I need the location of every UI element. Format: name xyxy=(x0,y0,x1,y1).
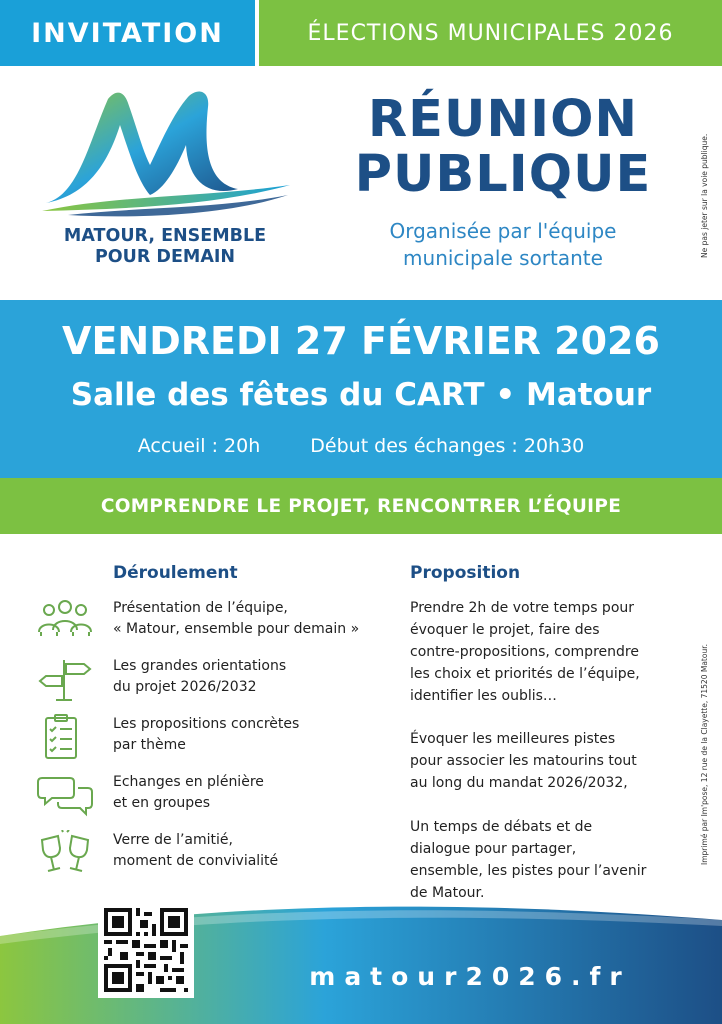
proposition-paragraph-3 xyxy=(410,816,700,904)
list-item-line: « Matour, ensemble pour demain » xyxy=(113,621,360,637)
list-item-line: Verre de l’amitié, xyxy=(113,832,233,848)
matour-logo-icon xyxy=(38,85,294,225)
list-item-line: du projet 2026/2032 xyxy=(113,679,257,695)
proposition-heading: Proposition xyxy=(410,563,521,583)
paragraph-line: Évoquer les meilleures pistes xyxy=(410,731,616,747)
paragraph-line: évoquer le projet, faire des xyxy=(410,622,600,638)
elections-label: ÉLECTIONS MUNICIPALES 2026 xyxy=(259,0,722,66)
list-item-line: Echanges en plénière xyxy=(113,774,264,790)
list-item xyxy=(36,714,386,764)
list-item-line: moment de convivialité xyxy=(113,853,279,869)
paragraph-line: ensemble, les pistes pour l’avenir xyxy=(410,863,647,879)
proposition-paragraph-1 xyxy=(410,597,700,707)
list-item xyxy=(36,598,386,648)
event-place: Salle des fêtes du CART • Matour xyxy=(70,377,652,413)
paragraph-line: pour associer les matourins tout xyxy=(410,753,637,769)
welcome-time: Accueil : 20h xyxy=(137,435,261,457)
signpost-icon xyxy=(36,656,94,704)
start-time: Début des échanges : 20h30 xyxy=(310,435,585,457)
page-subtitle xyxy=(318,218,688,272)
list-item-line: et en groupes xyxy=(113,795,211,811)
paragraph-line: au long du mandat 2026/2032, xyxy=(410,775,628,791)
deroulement-heading: Déroulement xyxy=(113,563,238,583)
paragraph-line: dialogue pour partager, xyxy=(410,841,577,857)
list-item-text xyxy=(113,772,403,814)
toast-glasses-icon xyxy=(36,830,94,878)
logo-line-1: MATOUR, ENSEMBLE xyxy=(63,226,267,246)
paragraph-line: contre-propositions, comprendre xyxy=(410,644,639,660)
paragraph-line: Un temps de débats et de xyxy=(410,819,593,835)
paragraph-line: identifier les oublis… xyxy=(410,688,557,704)
list-item-text xyxy=(113,656,403,698)
proposition-paragraph-2 xyxy=(410,728,700,794)
event-hours xyxy=(0,432,722,460)
list-item-line: Les propositions concrètes xyxy=(113,716,300,732)
speech-bubbles-icon xyxy=(36,772,94,820)
clipboard-checklist-icon xyxy=(36,714,94,762)
list-item xyxy=(36,772,386,822)
paragraph-line: Prendre 2h de votre temps pour xyxy=(410,600,635,616)
list-item xyxy=(36,656,386,706)
title-line-1: RÉUNION xyxy=(367,90,639,149)
list-item xyxy=(36,830,386,880)
paragraph-line: les choix et priorités de l’équipe, xyxy=(410,666,640,682)
list-item-text xyxy=(113,830,403,872)
event-date: VENDREDI 27 FÉVRIER 2026 xyxy=(62,319,660,363)
subtitle-line-1: Organisée par l'équipe xyxy=(389,219,617,243)
logo-line-2: POUR DEMAIN xyxy=(94,247,236,267)
logo-text xyxy=(40,226,290,268)
people-icon xyxy=(36,598,94,646)
printer-note: Imprimé par Im'pose, 12 rue de la Clayette, 71520 Matour. xyxy=(700,644,709,865)
list-item-text xyxy=(113,598,403,640)
website-url[interactable]: matour2026.fr xyxy=(309,962,631,991)
list-item-line: Présentation de l’équipe, xyxy=(113,600,288,616)
qr-code-icon[interactable] xyxy=(98,902,194,998)
title-line-2: PUBLIQUE xyxy=(354,145,652,204)
list-item-text xyxy=(113,714,403,756)
list-item-line: Les grandes orientations xyxy=(113,658,287,674)
page-title xyxy=(318,92,688,202)
paragraph-line: de Matour. xyxy=(410,885,485,901)
list-item-line: par thème xyxy=(113,737,186,753)
subtitle-line-2: municipale sortante xyxy=(403,246,603,270)
invitation-label: INVITATION xyxy=(0,0,255,66)
no-litter-note: Ne pas jeter sur la voie publique. xyxy=(700,133,709,258)
top-bar xyxy=(0,0,722,66)
tagline-band: COMPRENDRE LE PROJET, RENCONTRER L’ÉQUIPE xyxy=(0,478,722,534)
